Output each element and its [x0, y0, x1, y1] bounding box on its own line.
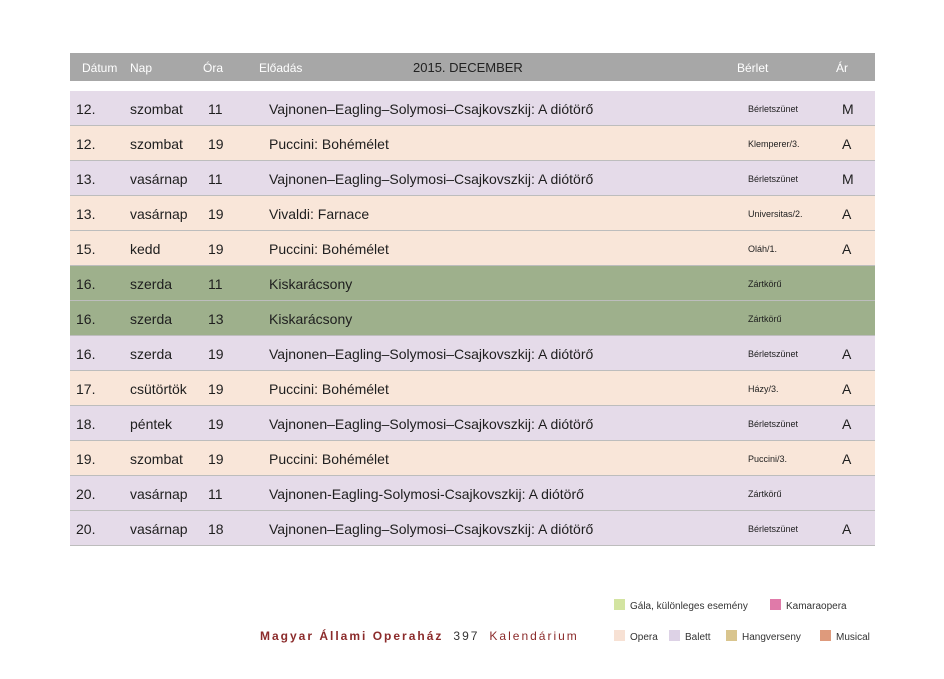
cell-ar: M — [842, 171, 854, 187]
legend-swatch-kamaraopera — [770, 599, 781, 610]
cell-ora: 19 — [208, 136, 224, 152]
cell-nap: szombat — [130, 451, 183, 467]
cell-nap: vasárnap — [130, 206, 188, 222]
cell-ora: 11 — [208, 171, 223, 187]
footer-page-number: 397 — [453, 629, 480, 643]
cell-ar: M — [842, 101, 854, 117]
header-berlet: Bérlet — [737, 61, 769, 75]
cell-ar: A — [842, 136, 852, 152]
schedule-table — [70, 53, 875, 546]
cell-nap: szombat — [130, 101, 183, 117]
cell-nap: péntek — [130, 416, 173, 432]
cell-berlet: Házy/3. — [748, 384, 779, 394]
legend-item-balett — [669, 630, 711, 643]
table-row — [70, 91, 875, 126]
cell-eloadas: Vajnonen–Eagling–Solymosi–Csajkovszkij: A diótörő — [269, 346, 594, 362]
cell-berlet: Zártkörű — [748, 489, 782, 499]
cell-ora: 11 — [208, 486, 223, 502]
cell-eloadas: Vajnonen–Eagling–Solymosi–Csajkovszkij: A diótörő — [269, 521, 594, 537]
header-ora: Óra — [203, 61, 224, 75]
cell-ora: 19 — [208, 381, 224, 397]
legend-swatch-hangverseny — [726, 630, 737, 641]
footer — [260, 629, 579, 643]
table-row — [70, 476, 875, 511]
cell-berlet: Klemperer/3. — [748, 139, 800, 149]
cell-nap: csütörtök — [130, 381, 187, 397]
cell-datum: 15. — [76, 241, 96, 257]
table-row — [70, 196, 875, 231]
cell-nap: szerda — [130, 346, 173, 362]
cell-berlet: Oláh/1. — [748, 244, 778, 254]
legend-swatch-balett — [669, 630, 680, 641]
table-row — [70, 441, 875, 476]
cell-nap: szombat — [130, 136, 183, 152]
legend-label-opera: Opera — [630, 632, 658, 643]
footer-section: Kalendárium — [489, 629, 579, 643]
cell-nap: vasárnap — [130, 521, 188, 537]
cell-ora: 19 — [208, 416, 224, 432]
cell-berlet: Universitas/2. — [748, 209, 803, 219]
cell-datum: 16. — [76, 346, 96, 362]
cell-berlet: Zártkörű — [748, 279, 782, 289]
cell-datum: 17. — [76, 381, 96, 397]
cell-nap: szerda — [130, 276, 173, 292]
cell-ora: 19 — [208, 346, 224, 362]
cell-datum: 12. — [76, 136, 96, 152]
table-row — [70, 511, 875, 546]
table-row — [70, 266, 875, 301]
legend-item-musical — [820, 630, 870, 643]
cell-datum: 16. — [76, 276, 96, 292]
cell-berlet: Bérletszünet — [748, 524, 799, 534]
header-gap — [70, 81, 875, 91]
cell-eloadas: Vajnonen-Eagling-Solymosi-Csajkovszkij: A diótörő — [269, 486, 584, 502]
legend-label-gala: Gála, különleges esemény — [630, 601, 748, 612]
cell-ora: 19 — [208, 206, 224, 222]
cell-ar: A — [842, 416, 852, 432]
legend-swatch-musical — [820, 630, 831, 641]
header-ar: Ár — [836, 61, 848, 75]
cell-eloadas: Kiskarácsony — [269, 276, 353, 292]
cell-ora: 19 — [208, 451, 224, 467]
legend-label-hangverseny: Hangverseny — [742, 632, 801, 643]
cell-ar: A — [842, 206, 852, 222]
cell-berlet: Bérletszünet — [748, 419, 799, 429]
cell-ora: 18 — [208, 521, 224, 537]
cell-eloadas: Vivaldi: Farnace — [269, 206, 370, 222]
header-eloadas: Előadás — [259, 61, 303, 75]
cell-ar: A — [842, 381, 852, 397]
cell-eloadas: Puccini: Bohémélet — [269, 381, 389, 397]
legend-label-kamaraopera: Kamaraopera — [786, 601, 847, 612]
legend-swatch-opera — [614, 630, 625, 641]
cell-eloadas: Puccini: Bohémélet — [269, 241, 389, 257]
cell-datum: 20. — [76, 521, 96, 537]
legend-swatch-gala — [614, 599, 625, 610]
table-header — [70, 53, 875, 81]
cell-datum: 19. — [76, 451, 96, 467]
cell-ar: A — [842, 241, 852, 257]
cell-datum: 18. — [76, 416, 96, 432]
table-row — [70, 301, 875, 336]
cell-datum: 20. — [76, 486, 96, 502]
cell-eloadas: Kiskarácsony — [269, 311, 353, 327]
cell-ora: 13 — [208, 311, 224, 327]
legend-item-kamaraopera — [770, 599, 847, 612]
cell-eloadas: Vajnonen–Eagling–Solymosi–Csajkovszkij: A diótörő — [269, 101, 594, 117]
cell-eloadas: Vajnonen–Eagling–Solymosi–Csajkovszkij: A diótörő — [269, 416, 594, 432]
table-row — [70, 406, 875, 441]
cell-eloadas: Puccini: Bohémélet — [269, 136, 389, 152]
cell-berlet: Bérletszünet — [748, 104, 799, 114]
cell-ora: 11 — [208, 276, 223, 292]
cell-eloadas: Puccini: Bohémélet — [269, 451, 389, 467]
cell-datum: 12. — [76, 101, 96, 117]
header-nap: Nap — [130, 61, 153, 75]
legend-item-gala — [614, 599, 748, 612]
cell-datum: 16. — [76, 311, 96, 327]
cell-datum: 13. — [76, 206, 96, 222]
table-row — [70, 371, 875, 406]
legend-label-balett: Balett — [685, 632, 711, 643]
legend-item-opera — [614, 630, 658, 643]
legend-item-hangverseny — [726, 630, 801, 643]
cell-nap: vasárnap — [130, 486, 188, 502]
cell-ora: 19 — [208, 241, 224, 257]
footer-publisher: Magyar Állami Operaház — [260, 629, 444, 643]
cell-nap: szerda — [130, 311, 173, 327]
legend-label-musical: Musical — [836, 632, 870, 643]
cell-nap: vasárnap — [130, 171, 188, 187]
table-row — [70, 161, 875, 196]
cell-berlet: Bérletszünet — [748, 349, 799, 359]
cell-eloadas: Vajnonen–Eagling–Solymosi–Csajkovszkij: A diótörő — [269, 171, 594, 187]
table-row — [70, 336, 875, 371]
cell-berlet: Puccini/3. — [748, 454, 788, 464]
cell-ar: A — [842, 451, 852, 467]
cell-datum: 13. — [76, 171, 96, 187]
table-row — [70, 126, 875, 161]
cell-ora: 11 — [208, 101, 223, 117]
header-month: 2015. DECEMBER — [413, 60, 523, 75]
cell-ar: A — [842, 521, 852, 537]
cell-ar: A — [842, 346, 852, 362]
cell-berlet: Bérletszünet — [748, 174, 799, 184]
cell-nap: kedd — [130, 241, 161, 257]
table-row — [70, 231, 875, 266]
header-datum: Dátum — [82, 61, 118, 75]
cell-berlet: Zártkörű — [748, 314, 782, 324]
